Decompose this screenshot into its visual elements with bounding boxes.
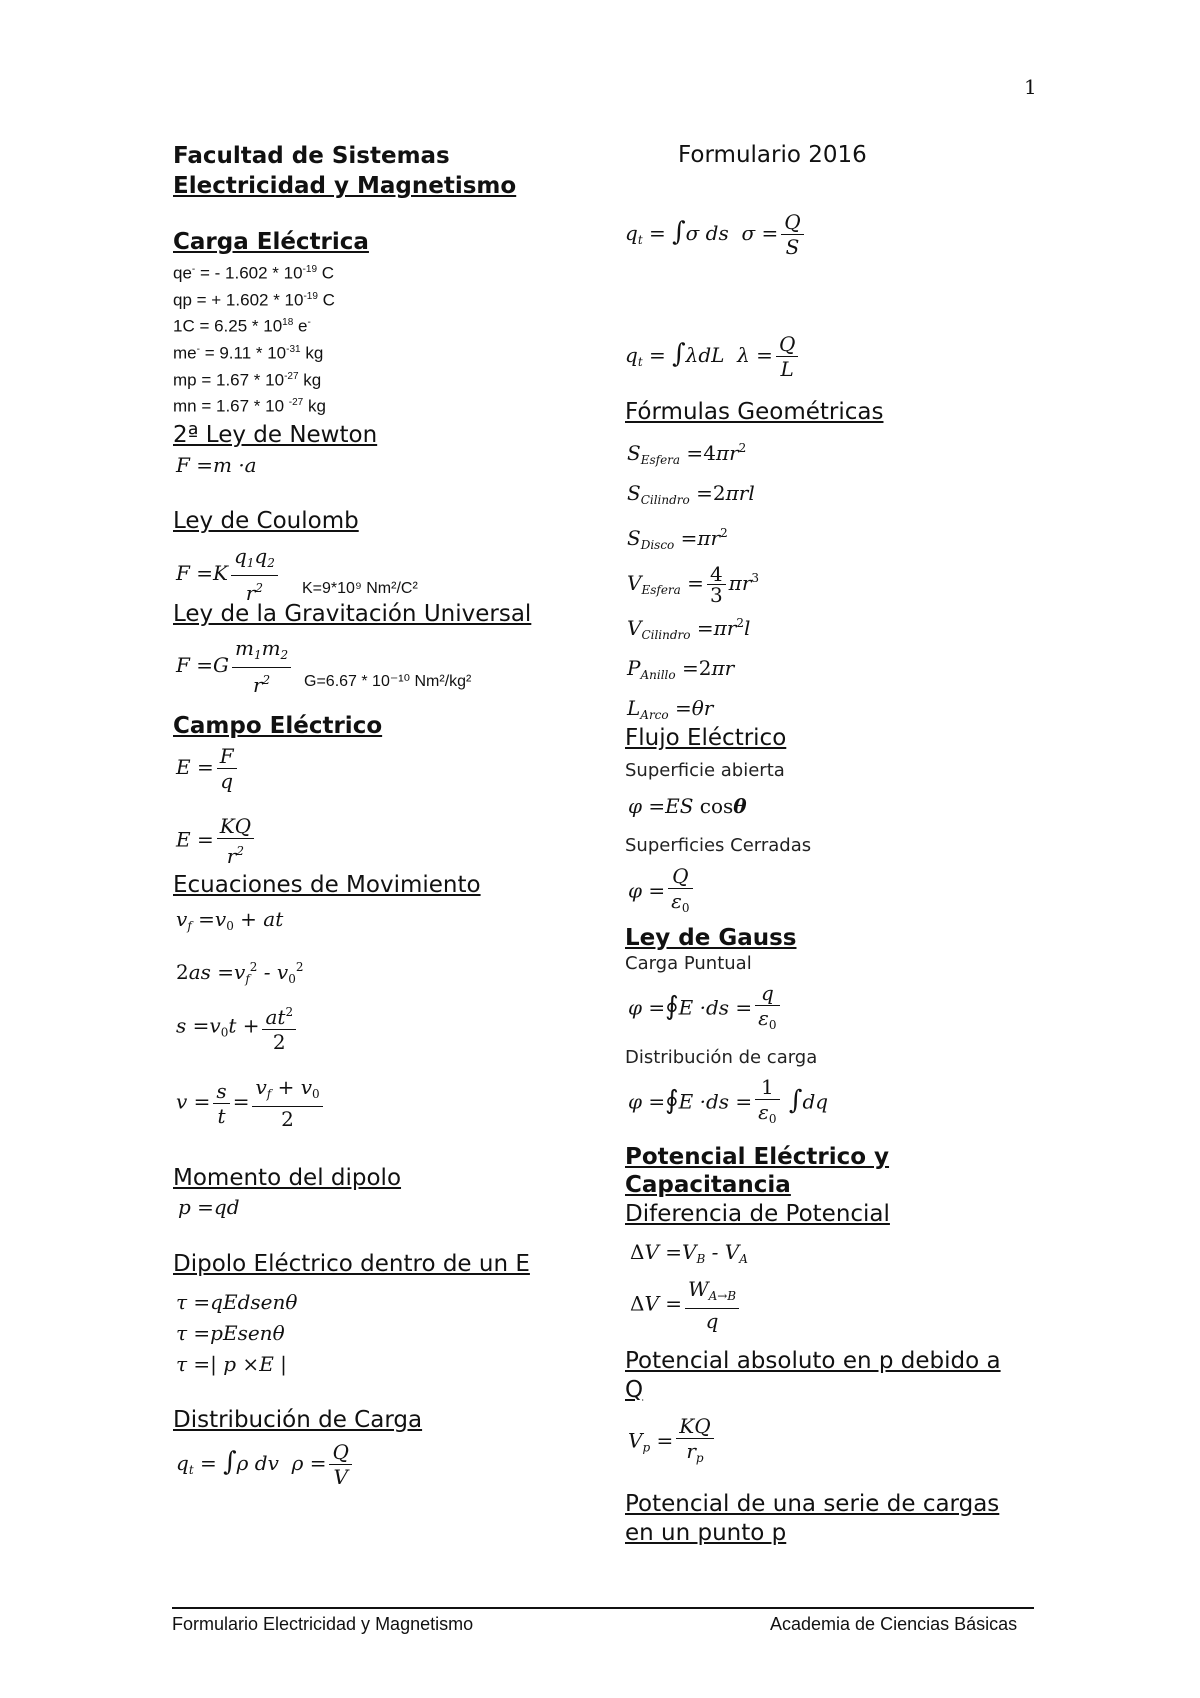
form-title: Formulario 2016 (678, 142, 867, 168)
newton-formula: F =m ·a (176, 453, 257, 477)
campo-electrico-heading: Campo Eléctrico (173, 713, 383, 739)
potential-difference-formula-2: ΔV = $\frac{W_{A\to B}}{q}$ (630, 1277, 742, 1333)
field-formula-1: E = $\frac{F}{q}$ (176, 744, 240, 793)
open-flux-formula: φ =ES cosθ (628, 794, 747, 818)
footer-rule (172, 1607, 1034, 1609)
dipole-moment-heading: Momento del dipolo (173, 1165, 402, 1191)
gauss-distribution-formula: φ =∮E ·ds = $\frac{1}{\varepsilon_0}$ ∫dq (628, 1075, 829, 1126)
flux-heading: Flujo Eléctrico (625, 725, 787, 751)
geometric-formulas-heading: Fórmulas Geométricas (625, 399, 884, 425)
gauss-heading: Ley de Gauss (625, 925, 797, 951)
newton-heading: 2ª Ley de Newton (173, 422, 378, 448)
charge-constants: qe- = - $1.602 * 10^{-19}$ C qp = + $1.602 * 10^{-19}$ C $1C = 6.25 * 10^{18}$ e- $me^- = 9.11 * 10^{-31}$ kg mp = $1.67 * 10^{-27}$ kg mn = 1.67 * 10 $^{-27}$ kg (173, 263, 335, 416)
absolute-potential-formula: $V_p$ = $\frac{KQ}{r_p}$ (628, 1414, 717, 1470)
potential-difference-heading: Diferencia de Potencial (625, 1201, 890, 1227)
motion-eq-1: $v_f =v_0$ + at (176, 907, 284, 933)
motion-eq-3: $s =v_0t$ + $\frac{at^2}{2}$ (176, 1000, 299, 1054)
dipole-moment-formula: p =qd (178, 1195, 240, 1219)
faculty-title: Facultad de Sistemas (173, 143, 450, 169)
movement-heading: Ecuaciones de Movimiento (173, 872, 481, 898)
series-potential-heading-2: en un punto p (625, 1520, 787, 1546)
open-surface-label: Superficie abierta (625, 760, 785, 781)
carga-electrica-heading: Carga Eléctrica (173, 229, 369, 255)
surface-charge-formula: $q_t = \int\sigma$ ds σ = $\frac{Q}{S}$ (625, 210, 807, 259)
closed-surfaces-label: Superficies Cerradas (625, 835, 812, 856)
charge-distribution-heading: Distribución de Carga (173, 1407, 423, 1433)
line-charge-formula: $q_t = \int\lambda dL$ λ = $\frac{Q}{L}$ (625, 332, 801, 381)
dipole-field-heading: Dipolo Eléctrico dentro de un E (173, 1251, 530, 1277)
gravitation-constant: G=6.67 * 10⁻¹⁰ Nm²/kg² (304, 673, 472, 690)
motion-eq-2: $2as =v_f^2 - v_0^2$ (176, 960, 304, 986)
absolute-potential-heading-2: Q (625, 1377, 644, 1403)
footer-left: Formulario Electricidad y Magnetismo (172, 1614, 474, 1634)
gravitation-formula: F =G $\frac{m_1m_2}{r^2}$ (176, 636, 294, 697)
geometric-formulas: $S_{Esfera} =4\pi r^2$ $S_{Cilindro} =2\pi rl$ $S_{Disco} =\pi r^2$ $V_{Esfera}$ = $\frac{4}{3}$ $\pi r^3$ $V_{Cilindro} =\pi r^2l$ $P_{Anillo} =2\pi r$ $L_{Arco} =\theta r$ (627, 441, 760, 722)
footer-right: Academia de Ciencias Básicas (770, 1614, 1018, 1634)
charge-distribution-label: Distribución de carga (625, 1047, 818, 1068)
field-formula-2: E = $\frac{KQ}{r^2}$ (176, 814, 257, 868)
subject-title: Electricidad y Magnetismo (173, 173, 517, 199)
gravitation-heading: Ley de la Gravitación Universal (173, 601, 532, 627)
potential-heading-2: Capacitancia (625, 1172, 791, 1198)
volume-charge-formula: $q_t = \int\rho$ dv ρ = $\frac{Q}{V}$ (176, 1440, 355, 1489)
absolute-potential-heading-1: Potencial absoluto en p debido a (625, 1348, 1001, 1374)
coulomb-heading: Ley de Coulomb (173, 508, 359, 534)
torque-formulas: τ =qEdsenθ τ =pEsenθ τ =| p ×E | (176, 1290, 298, 1376)
potential-difference-formula-1: $\Delta V =V_B - V_A$ (630, 1240, 748, 1266)
coulomb-constant: K=9*10⁹ Nm²/C² (302, 580, 418, 597)
coulomb-formula: F =K $\frac{q_1q_2}{r^2}$ (176, 544, 281, 605)
gauss-point-formula: φ =∮E ·ds = $\frac{q}{\varepsilon_0}$ (628, 981, 783, 1037)
page-number: 1 (1024, 75, 1037, 99)
motion-eq-4: v = $\frac{s}{t}$ = $\frac{v_f + v_0}{2}$ (176, 1075, 326, 1131)
series-potential-heading-1: Potencial de una serie de cargas (625, 1491, 1000, 1517)
closed-flux-formula: φ = $\frac{Q}{\varepsilon_0}$ (628, 864, 696, 920)
point-charge-label: Carga Puntual (625, 953, 752, 974)
potential-heading-1: Potencial Eléctrico y (625, 1144, 890, 1170)
